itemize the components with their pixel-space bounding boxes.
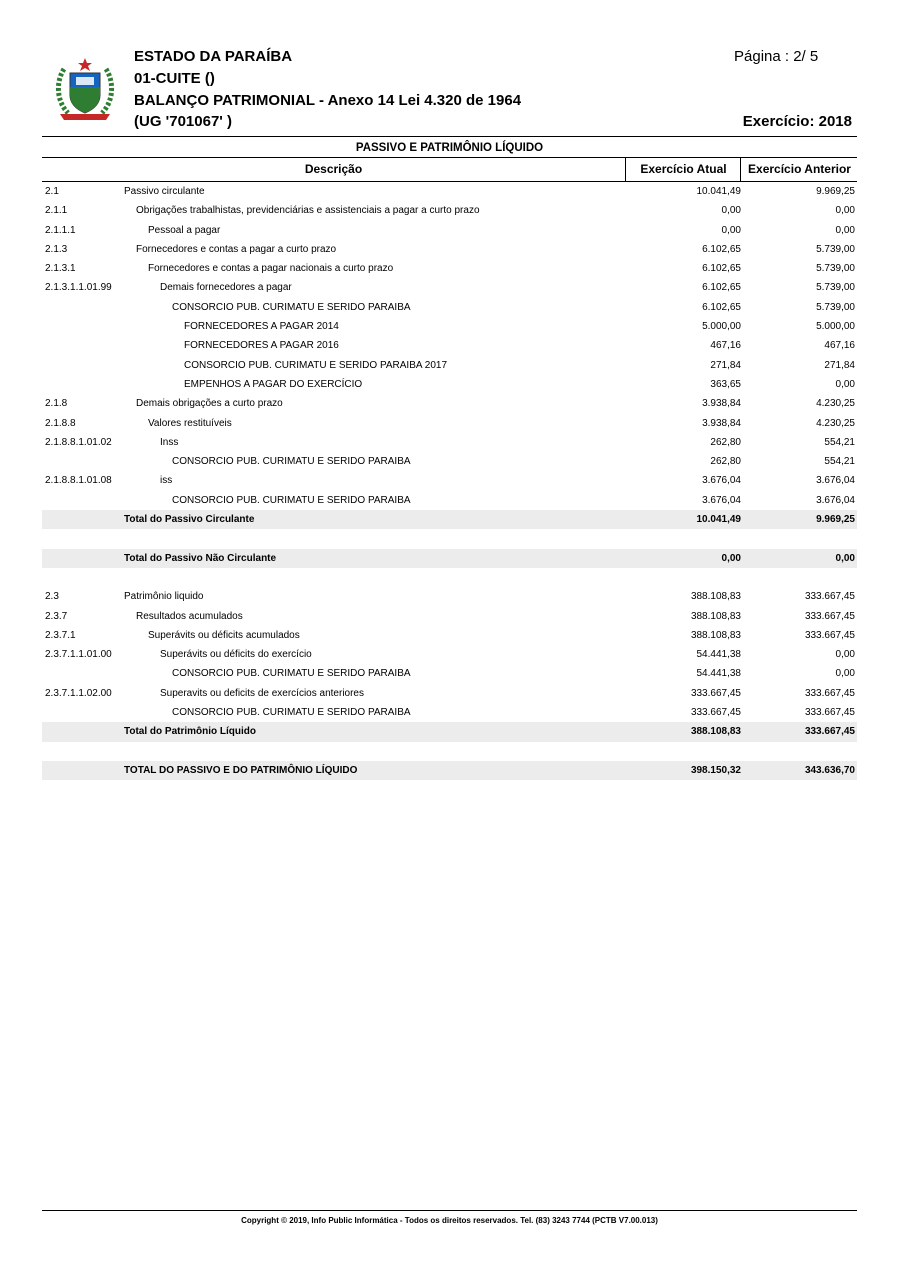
table-row [42, 221, 857, 240]
previous-year-value: 0,00 [835, 378, 855, 390]
table-row [42, 201, 857, 220]
table-row [42, 664, 857, 683]
table-row [42, 259, 857, 278]
table-row [42, 587, 857, 606]
previous-year-value: 3.676,04 [816, 475, 855, 487]
account-description: Passivo circulante [124, 186, 205, 197]
previous-year-value: 4.230,25 [816, 398, 855, 410]
account-description: EMPENHOS A PAGAR DO EXERCÍCIO [184, 378, 363, 390]
previous-year-value: 5.000,00 [816, 321, 855, 333]
current-year-value: 398.150,32 [690, 764, 741, 776]
report-header [0, 0, 900, 140]
account-description: iss [160, 475, 173, 487]
current-year-value: 6.102,65 [702, 282, 741, 294]
current-year-value: 333.667,45 [690, 687, 741, 699]
table-row [42, 278, 857, 297]
previous-year-value: 554,21 [824, 436, 855, 448]
account-code: 2.1.1 [45, 205, 68, 217]
account-code: 2.1.8 [45, 398, 68, 410]
page-indicator: Página : 2/ 5 [734, 48, 819, 65]
current-year-value: 333.667,45 [690, 707, 741, 719]
account-code: 2.1 [45, 186, 59, 197]
table-row [42, 317, 857, 336]
table-row [42, 452, 857, 471]
account-description: CONSORCIO PUB. CURIMATU E SERIDO PARAIBA [172, 707, 411, 719]
previous-year-value: 343.636,70 [804, 764, 855, 776]
current-year-value: 3.938,84 [702, 398, 741, 410]
previous-year-value: 5.739,00 [816, 243, 855, 255]
previous-year-value: 554,21 [824, 456, 855, 468]
account-code: 2.1.8.8.1.01.02 [45, 436, 112, 448]
current-year-value: 10.041,49 [696, 186, 741, 197]
current-year-value: 262,80 [710, 436, 741, 448]
account-description: Superávits ou déficits do exercício [160, 649, 312, 661]
previous-year-value: 333.667,45 [804, 726, 855, 738]
current-year-value: 0,00 [721, 224, 741, 236]
account-description: Obrigações trabalhistas, previdenciárias e assistenciais a pagar a curto prazo [136, 205, 480, 217]
table-row [42, 703, 857, 722]
total-row [42, 722, 857, 741]
current-year-value: 388.108,83 [690, 726, 741, 738]
table-row [42, 394, 857, 413]
previous-year-value: 333.667,45 [804, 591, 855, 603]
total-row [42, 510, 857, 529]
current-year-value: 262,80 [710, 456, 741, 468]
state-coat-of-arms-icon [54, 57, 116, 121]
footer-divider [42, 1210, 857, 1211]
account-description: FORNECEDORES A PAGAR 2014 [184, 321, 339, 333]
current-year-value: 3.676,04 [702, 494, 741, 506]
spacer-row [42, 742, 857, 761]
current-year-value: 3.938,84 [702, 417, 741, 429]
balance-table [42, 182, 857, 780]
column-header-description: Descrição [304, 162, 363, 176]
account-description: Superavits ou deficits de exercícios anteriores [160, 687, 364, 699]
previous-year-value: 5.739,00 [816, 282, 855, 294]
account-description: CONSORCIO PUB. CURIMATU E SERIDO PARAIBA [172, 494, 411, 506]
table-row [42, 356, 857, 375]
previous-year-value: 333.667,45 [804, 687, 855, 699]
state-name: ESTADO DA PARAÍBA [134, 48, 293, 65]
account-code: 2.1.8.8 [45, 417, 76, 429]
previous-year-value: 333.667,45 [804, 629, 855, 641]
previous-year-value: 467,16 [824, 340, 855, 352]
account-code: 2.3.7.1.1.01.00 [45, 649, 112, 661]
table-row [42, 336, 857, 355]
account-description: Patrimônio liquido [124, 591, 204, 603]
header-divider [42, 136, 857, 137]
account-description: Demais obrigações a curto prazo [136, 398, 283, 410]
account-description: Pessoal a pagar [148, 224, 221, 236]
current-year-value: 3.676,04 [702, 475, 741, 487]
table-row [42, 182, 857, 201]
previous-year-value: 333.667,45 [804, 610, 855, 622]
current-year-value: 54.441,38 [696, 668, 741, 680]
account-description: Fornecedores e contas a pagar a curto prazo [136, 243, 337, 255]
current-year-value: 0,00 [721, 205, 741, 217]
table-row [42, 607, 857, 626]
current-year-value: 363,65 [710, 378, 741, 390]
account-code: 2.3 [45, 591, 59, 603]
table-row [42, 491, 857, 510]
column-header-current: Exercício Atual [625, 158, 741, 181]
table-row [42, 375, 857, 394]
previous-year-value: 0,00 [835, 649, 855, 661]
account-code: 2.1.3 [45, 243, 68, 255]
current-year-value: 5.000,00 [702, 321, 741, 333]
account-code: 2.1.1.1 [45, 224, 76, 236]
account-description: Resultados acumulados [136, 610, 243, 622]
table-row [42, 645, 857, 664]
copyright-footer: Copyright © 2019, Info Public Informática - Todos os direitos reservados. Tel. (83) 3243 7744 (PCTB V7.00.013) [241, 1216, 658, 1225]
previous-year-value: 9.969,25 [816, 186, 855, 197]
spacer-row [42, 568, 857, 587]
previous-year-value: 5.739,00 [816, 263, 855, 275]
current-year-value: 388.108,83 [690, 591, 741, 603]
previous-year-value: 3.676,04 [816, 494, 855, 506]
account-description: Total do Passivo Circulante [124, 514, 255, 526]
previous-year-value: 9.969,25 [816, 514, 855, 526]
current-year-value: 271,84 [710, 359, 741, 371]
account-description: Total do Patrimônio Líquido [124, 726, 257, 738]
previous-year-value: 0,00 [835, 205, 855, 217]
account-description: CONSORCIO PUB. CURIMATU E SERIDO PARAIBA [172, 301, 411, 313]
table-row [42, 240, 857, 259]
account-code: 2.1.8.8.1.01.08 [45, 475, 112, 487]
account-code: 2.1.3.1.1.01.99 [45, 282, 112, 294]
account-description: Inss [160, 436, 179, 448]
table-row [42, 471, 857, 490]
account-description: CONSORCIO PUB. CURIMATU E SERIDO PARAIBA 2017 [184, 359, 448, 371]
previous-year-value: 333.667,45 [804, 707, 855, 719]
account-code: 2.3.7.1 [45, 629, 76, 641]
current-year-value: 388.108,83 [690, 610, 741, 622]
total-row [42, 549, 857, 568]
current-year-value: 10.041,49 [696, 514, 741, 526]
section-title: PASSIVO E PATRIMÔNIO LÍQUIDO [355, 142, 544, 154]
table-row [42, 298, 857, 317]
current-year-value: 6.102,65 [702, 263, 741, 275]
account-description: TOTAL DO PASSIVO E DO PATRIMÔNIO LÍQUIDO [124, 764, 358, 776]
current-year-value: 6.102,65 [702, 301, 741, 313]
current-year-value: 54.441,38 [696, 649, 741, 661]
current-year-value: 388.108,83 [690, 629, 741, 641]
total-row [42, 761, 857, 780]
current-year-value: 0,00 [721, 552, 741, 564]
account-description: Valores restituíveis [148, 417, 232, 429]
account-description: CONSORCIO PUB. CURIMATU E SERIDO PARAIBA [172, 668, 411, 680]
table-row [42, 414, 857, 433]
account-description: Demais fornecedores a pagar [160, 282, 292, 294]
account-description: Fornecedores e contas a pagar nacionais a curto prazo [148, 263, 394, 275]
account-description: FORNECEDORES A PAGAR 2016 [184, 340, 339, 352]
current-year-value: 6.102,65 [702, 243, 741, 255]
previous-year-value: 271,84 [824, 359, 855, 371]
previous-year-value: 0,00 [835, 668, 855, 680]
previous-year-value: 5.739,00 [816, 301, 855, 313]
report-title: BALANÇO PATRIMONIAL - Anexo 14 Lei 4.320 de 1964 [134, 92, 522, 109]
entity-name: 01-CUITE () [134, 70, 215, 87]
account-code: 2.1.3.1 [45, 263, 76, 275]
previous-year-value: 0,00 [835, 224, 855, 236]
table-row [42, 433, 857, 452]
account-description: Superávits ou déficits acumulados [148, 629, 300, 641]
current-year-value: 467,16 [710, 340, 741, 352]
account-code: 2.3.7 [45, 610, 68, 622]
account-description: CONSORCIO PUB. CURIMATU E SERIDO PARAIBA [172, 456, 411, 468]
column-header-previous: Exercício Anterior [740, 158, 858, 181]
fiscal-year: Exercício: 2018 [742, 113, 852, 130]
account-description: Total do Passivo Não Circulante [124, 552, 277, 564]
account-code: 2.3.7.1.1.02.00 [45, 687, 112, 699]
unit-code: (UG '701067' ) [134, 113, 233, 130]
previous-year-value: 0,00 [835, 552, 855, 564]
table-row [42, 684, 857, 703]
table-row [42, 626, 857, 645]
previous-year-value: 4.230,25 [816, 417, 855, 429]
spacer-row [42, 529, 857, 548]
